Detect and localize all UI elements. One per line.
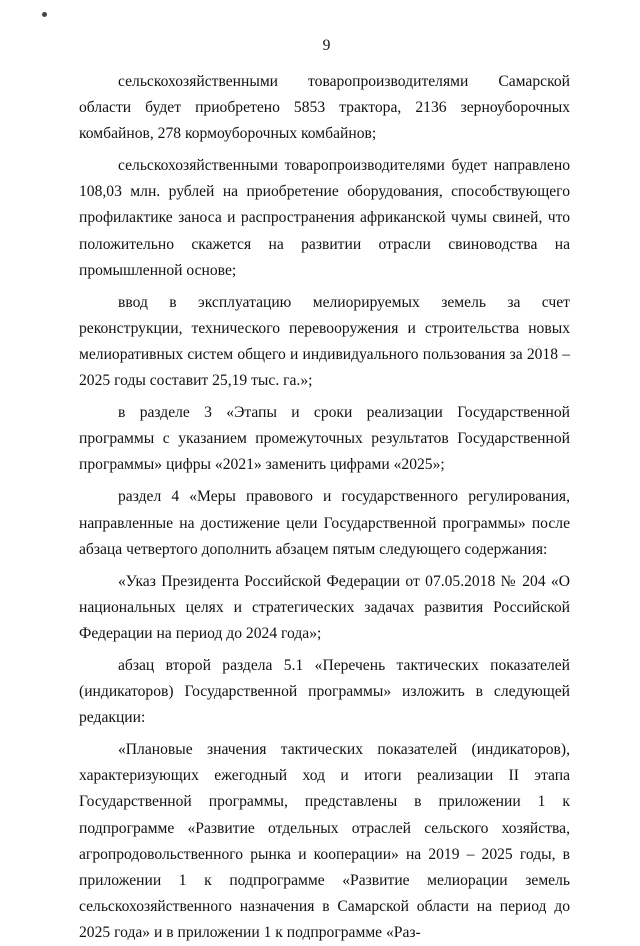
scan-speck	[42, 12, 47, 17]
paragraph-section-5-1: абзац второй раздела 5.1 «Перечень тактических показателей (индикаторов) Государственной программы» изложить в следующей редакции:	[79, 656, 570, 727]
paragraph-land-reclamation: ввод в эксплуатацию мелиорируемых земель за счет реконструкции, технического перевооружения и строительства новых мелиоративных систем общего и индивидуального пользования за 2018 – 2025 годы составит 25,19 тыс. га.»;	[79, 293, 570, 390]
paragraph-section-4: раздел 4 «Меры правового и государственного регулирования, направленные на достижение цели Государственной программы» после абзаца четвертого дополнить абзацем пятым следующего содержания:	[79, 488, 570, 558]
paragraph-planned-values: «Плановые значения тактических показателей (индикаторов), характеризующих ежегодный ход и итоги реализации II этапа Государственной программы, представлены в приложении 1 к подпрограмме «Развитие отдельных отраслей сельского хозяйства, агропродовольственного рынка и кооперации» на 2019 – 2025 годы, в приложении 1 к подпрограмме «Развитие мелиорации земель сельскохозяйственного назначения в Самарской области на период до 2025 года» и в приложении 1 к подпрограмме «Раз-	[79, 741, 570, 941]
paragraph-machinery: сельскохозяйственными товаропроизводителями Самарской области будет приобретено 5853 трактора, 2136 зерноуборочных комбайнов, 278 кормоуборочных комбайнов;	[79, 73, 570, 143]
paragraph-decree: «Указ Президента Российской Федерации от 07.05.2018 № 204 «О национальных целях и стратегических задачах развития Российской Федерации на период до 2024 года»;	[79, 572, 570, 642]
paragraph-swine-fever: сельскохозяйственными товаропроизводителями будет направлено 108,03 млн. рублей на приобретение оборудования, способствующего профилактике заноса и распространения африканской чумы свиней, что положительно скажется на развитии отрасли свиноводства на промышленной основе;	[79, 157, 570, 279]
page-number: 9	[322, 37, 331, 54]
paragraph-section-3: в разделе 3 «Этапы и сроки реализации Государственной программы с указанием промежуточных результатов Государственной программы» цифры «2021» заменить цифрами «2025»;	[79, 404, 570, 474]
document-body	[79, 69, 570, 946]
